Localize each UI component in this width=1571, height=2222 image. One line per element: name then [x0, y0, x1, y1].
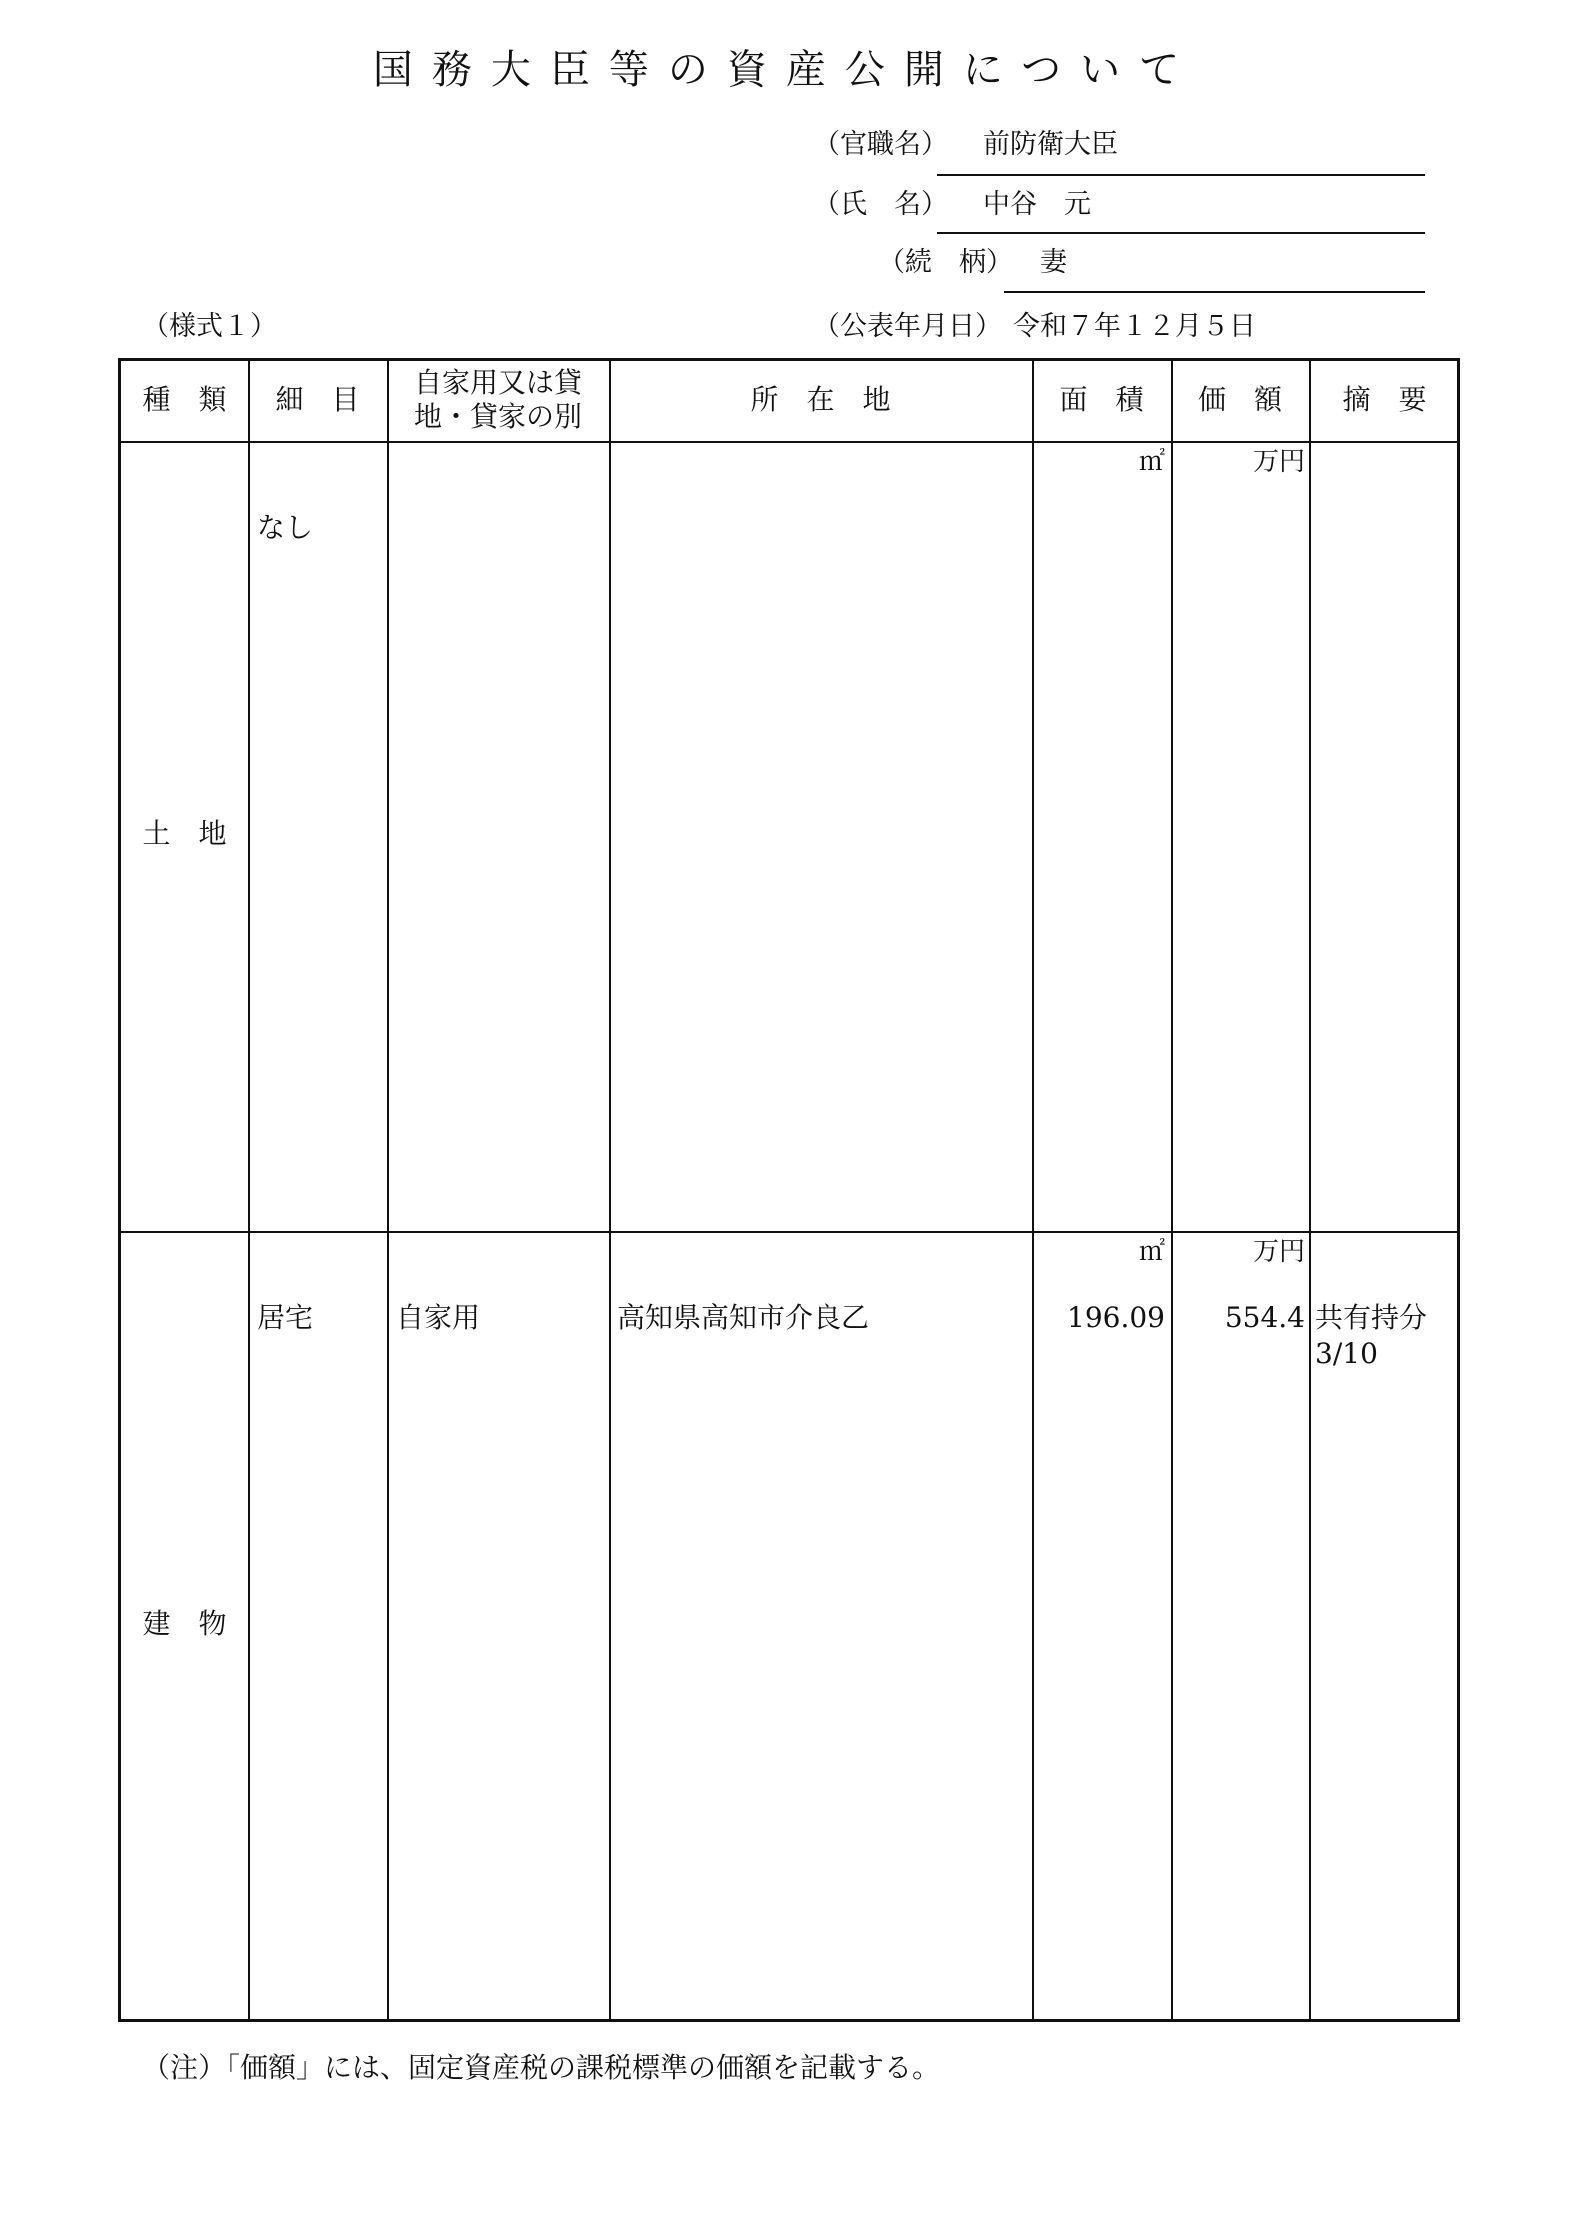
name-value: 中谷 元 — [983, 189, 1091, 220]
land-price-unit: 万円 — [1252, 447, 1305, 477]
building-price: 554.4 — [1224, 1301, 1305, 1334]
col-divider-3 — [609, 361, 611, 2019]
col-divider-5 — [1171, 361, 1173, 2019]
header-use-line2: 地・貸家の別 — [413, 400, 582, 433]
relation-underline — [1004, 291, 1425, 293]
relation-value: 妻 — [1040, 247, 1067, 278]
header-use-line1: 自家用又は貸 — [413, 366, 582, 399]
header-item: 細 目 — [275, 383, 360, 416]
building-type: 建 物 — [142, 1607, 227, 1640]
land-area-unit: ㎡ — [1138, 447, 1165, 477]
col-divider-2 — [387, 361, 389, 2019]
name-underline — [937, 232, 1425, 234]
post-label: （官職名） — [813, 129, 948, 160]
col-divider-1 — [248, 361, 250, 2019]
name-label: （氏 名） — [813, 189, 948, 220]
header-divider — [121, 441, 1457, 443]
published-date: 令和７年１２月５日 — [1013, 311, 1256, 342]
building-price-unit: 万円 — [1252, 1237, 1305, 1267]
post-value: 前防衛大臣 — [983, 129, 1118, 160]
land-item: なし — [257, 511, 314, 544]
building-area: 196.09 — [1067, 1301, 1165, 1334]
header-area: 面 積 — [1059, 383, 1144, 416]
building-remarks-line1: 共有持分 — [1315, 1301, 1428, 1334]
col-divider-6 — [1309, 361, 1311, 2019]
building-location: 高知県高知市介良乙 — [617, 1301, 870, 1334]
form-number: （様式１） — [142, 311, 277, 342]
published-label: （公表年月日） — [813, 311, 1002, 342]
page-title: 国務大臣等の資産公開について — [372, 47, 1199, 93]
building-remarks-line2: 3/10 — [1315, 1337, 1378, 1370]
asset-table — [118, 358, 1460, 2022]
footnote: （注）「価額」には、固定資産税の課税標準の価額を記載する。 — [142, 2051, 941, 2084]
post-underline — [937, 174, 1425, 176]
building-use: 自家用 — [396, 1301, 481, 1334]
col-divider-4 — [1032, 361, 1034, 2019]
header-remarks: 摘 要 — [1342, 383, 1427, 416]
land-type: 土 地 — [142, 817, 227, 850]
building-area-unit: ㎡ — [1138, 1237, 1165, 1267]
header-type: 種 類 — [142, 383, 227, 416]
relation-label: （続 柄） — [878, 247, 1013, 278]
header-location: 所 在 地 — [750, 383, 891, 416]
row-divider — [121, 1231, 1457, 1233]
header-price: 価 額 — [1197, 383, 1282, 416]
building-item: 居宅 — [257, 1301, 314, 1334]
